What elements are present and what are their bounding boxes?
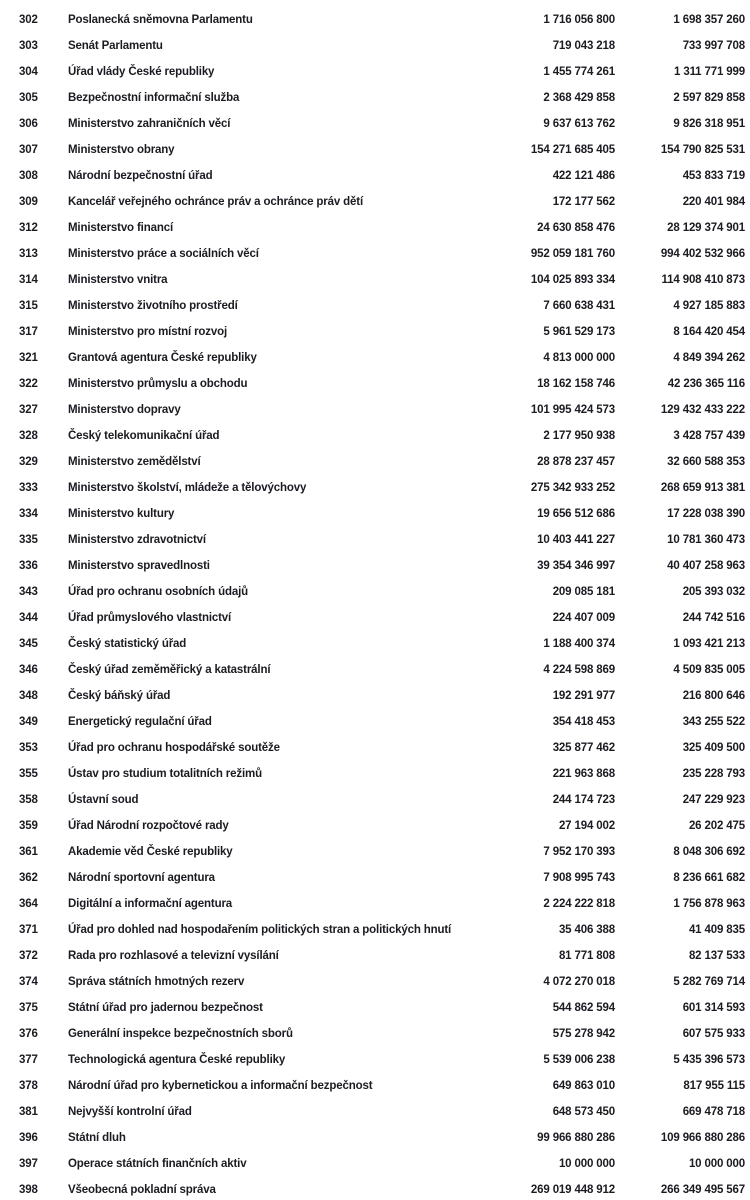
chapter-number: 378 xyxy=(19,1080,38,1092)
chapter-name: Digitální a informační agentura xyxy=(68,898,233,910)
chapter-name: Správa státních hmotných rezerv xyxy=(68,976,245,988)
amount-col1: 81 771 808 xyxy=(558,950,615,962)
amount-col2: 220 401 984 xyxy=(682,196,745,208)
table-row xyxy=(0,1151,750,1177)
table-row xyxy=(0,319,750,345)
chapter-number: 305 xyxy=(19,92,38,104)
chapter-number: 343 xyxy=(19,586,38,598)
amount-col2: 17 228 038 390 xyxy=(667,508,745,520)
chapter-name: Akademie věd České republiky xyxy=(68,846,233,858)
amount-col1: 24 630 858 476 xyxy=(537,222,615,234)
amount-col1: 649 863 010 xyxy=(552,1080,615,1092)
amount-col1: 19 656 512 686 xyxy=(537,508,615,520)
chapter-number: 309 xyxy=(19,196,38,208)
amount-col1: 244 174 723 xyxy=(552,794,615,806)
chapter-number: 359 xyxy=(19,820,38,832)
chapter-number: 336 xyxy=(19,560,38,572)
chapter-name: Ministerstvo financí xyxy=(68,222,173,234)
chapter-number: 398 xyxy=(19,1184,38,1196)
table-row xyxy=(0,449,750,475)
chapter-name: Český báňský úřad xyxy=(68,690,171,702)
chapter-number: 397 xyxy=(19,1158,38,1170)
table-row xyxy=(0,761,750,787)
chapter-number: 321 xyxy=(19,352,38,364)
amount-col1: 1 455 774 261 xyxy=(543,66,615,78)
amount-col2: 3 428 757 439 xyxy=(673,430,745,442)
chapter-name: Nejvyšší kontrolní úřad xyxy=(68,1106,192,1118)
amount-col1: 575 278 942 xyxy=(552,1028,615,1040)
chapter-number: 364 xyxy=(19,898,38,910)
chapter-name: Rada pro rozhlasové a televizní vysílání xyxy=(68,950,279,962)
chapter-number: 376 xyxy=(19,1028,38,1040)
table-row-partial xyxy=(0,0,750,7)
table-row xyxy=(0,85,750,111)
amount-col2: 5 282 769 714 xyxy=(673,976,745,988)
amount-col1: 4 072 270 018 xyxy=(543,976,615,988)
amount-col1: 7 660 638 431 xyxy=(543,300,615,312)
amount-col1: 10 000 000 xyxy=(558,1158,615,1170)
amount-col1: 35 406 388 xyxy=(558,924,615,936)
chapter-name: Ministerstvo obrany xyxy=(68,144,175,156)
amount-col2: 453 833 719 xyxy=(682,170,745,182)
table-row xyxy=(0,189,750,215)
amount-col1: 99 966 880 286 xyxy=(537,1132,615,1144)
chapter-number: 334 xyxy=(19,508,38,520)
table-row xyxy=(0,1099,750,1125)
table-row xyxy=(0,527,750,553)
amount-col2: 42 236 365 116 xyxy=(667,378,745,390)
chapter-number: 333 xyxy=(19,482,38,494)
chapter-number: 313 xyxy=(19,248,38,260)
chapter-number: 348 xyxy=(19,690,38,702)
chapter-name: Ústavní soud xyxy=(68,794,139,806)
table-row xyxy=(0,267,750,293)
chapter-name: Ministerstvo zahraničních věcí xyxy=(68,118,231,130)
chapter-name: Národní sportovní agentura xyxy=(68,872,215,884)
table-row xyxy=(0,969,750,995)
chapter-number: 353 xyxy=(19,742,38,754)
chapter-number: 335 xyxy=(19,534,38,546)
table-row xyxy=(0,839,750,865)
amount-col2: 216 800 646 xyxy=(682,690,745,702)
chapter-name: Úřad pro ochranu hospodářské soutěže xyxy=(68,742,280,754)
table-row xyxy=(0,891,750,917)
chapter-number: 358 xyxy=(19,794,38,806)
table-row xyxy=(0,709,750,735)
chapter-number: 371 xyxy=(19,924,38,936)
amount-col1: 5 961 529 173 xyxy=(543,326,615,338)
chapter-number: 362 xyxy=(19,872,38,884)
table-row xyxy=(0,7,750,33)
table-row xyxy=(0,579,750,605)
amount-col1: 10 403 441 227 xyxy=(537,534,615,546)
table-row xyxy=(0,1125,750,1151)
chapter-name: Ministerstvo dopravy xyxy=(68,404,181,416)
amount-col2: 601 314 593 xyxy=(682,1002,745,1014)
amount-col2: 32 660 588 353 xyxy=(667,456,745,468)
chapter-name: Ministerstvo kultury xyxy=(68,508,175,520)
chapter-number: 304 xyxy=(19,66,38,78)
chapter-name: Český statistický úřad xyxy=(68,638,187,650)
table-row xyxy=(0,423,750,449)
table-row xyxy=(0,241,750,267)
chapter-name: Energetický regulační úřad xyxy=(68,716,212,728)
table-row xyxy=(0,111,750,137)
amount-col1: 172 177 562 xyxy=(552,196,615,208)
chapter-name: Ministerstvo spravedlnosti xyxy=(68,560,210,572)
chapter-name: Poslanecká sněmovna Parlamentu xyxy=(68,14,253,26)
chapter-number: 345 xyxy=(19,638,38,650)
table-row xyxy=(0,1073,750,1099)
chapter-number: 396 xyxy=(19,1132,38,1144)
chapter-name: Český telekomunikační úřad xyxy=(68,430,220,442)
table-row xyxy=(0,787,750,813)
amount-col2: 26 202 475 xyxy=(688,820,745,832)
amount-col1: 2 177 950 938 xyxy=(543,430,615,442)
chapter-number: 372 xyxy=(19,950,38,962)
chapter-number: 361 xyxy=(19,846,38,858)
amount-col1: 2 368 429 858 xyxy=(543,92,615,104)
amount-col1: 7 952 170 393 xyxy=(543,846,615,858)
chapter-number: 355 xyxy=(19,768,38,780)
chapter-name: Národní bezpečnostní úřad xyxy=(68,170,213,182)
amount-col1: 224 407 009 xyxy=(552,612,615,624)
table-row xyxy=(0,865,750,891)
chapter-name: Ministerstvo životního prostředí xyxy=(68,300,238,312)
amount-col2: 4 927 185 883 xyxy=(673,300,745,312)
amount-col2: 154 790 825 531 xyxy=(660,144,745,156)
table-row xyxy=(0,501,750,527)
chapter-number: 349 xyxy=(19,716,38,728)
amount-col2: 5 435 396 573 xyxy=(673,1054,745,1066)
amount-col1: 648 573 450 xyxy=(552,1106,615,1118)
amount-col1: 221 963 868 xyxy=(552,768,615,780)
chapter-name: Grantová agentura České republiky xyxy=(68,352,257,364)
amount-col2: 325 409 500 xyxy=(682,742,745,754)
chapter-number: 315 xyxy=(19,300,38,312)
amount-col2: 8 048 306 692 xyxy=(673,846,745,858)
amount-col1: 275 342 933 252 xyxy=(530,482,615,494)
amount-col1: 2 224 222 818 xyxy=(543,898,615,910)
chapter-number: 381 xyxy=(19,1106,38,1118)
table-row xyxy=(0,293,750,319)
amount-col2: 4 509 835 005 xyxy=(673,664,745,676)
amount-col1: 952 059 181 760 xyxy=(530,248,615,260)
chapter-number: 308 xyxy=(19,170,38,182)
chapter-number: 327 xyxy=(19,404,38,416)
chapter-name: Ústav pro studium totalitních režimů xyxy=(68,768,262,780)
amount-col1: 27 194 002 xyxy=(558,820,615,832)
chapter-number: 375 xyxy=(19,1002,38,1014)
amount-col2: 28 129 374 901 xyxy=(667,222,745,234)
amount-col1: 209 085 181 xyxy=(552,586,615,598)
amount-col1: 544 862 594 xyxy=(552,1002,615,1014)
amount-col2: 4 849 394 262 xyxy=(673,352,745,364)
amount-col2: 8 236 661 682 xyxy=(673,872,745,884)
amount-col1: 1 716 056 800 xyxy=(543,14,615,26)
table-row xyxy=(0,917,750,943)
table-row xyxy=(0,813,750,839)
chapter-name: Národní úřad pro kybernetickou a informační bezpečnost xyxy=(68,1080,373,1092)
amount-col1: 325 877 462 xyxy=(552,742,615,754)
table-row xyxy=(0,1021,750,1047)
table-row xyxy=(0,657,750,683)
amount-col2: 817 955 115 xyxy=(683,1080,745,1092)
amount-col2: 40 407 258 963 xyxy=(667,560,745,572)
amount-col2: 1 756 878 963 xyxy=(673,898,745,910)
chapter-number: 307 xyxy=(19,144,38,156)
chapter-number: 374 xyxy=(19,976,38,988)
amount-col2: 9 826 318 951 xyxy=(673,118,745,130)
amount-col1: 422 121 486 xyxy=(552,170,615,182)
chapter-name: Úřad průmyslového vlastnictví xyxy=(68,612,232,624)
chapter-name: Ministerstvo vnitra xyxy=(68,274,168,286)
chapter-name: Státní dluh xyxy=(68,1132,126,1144)
amount-col2: 205 393 032 xyxy=(682,586,745,598)
chapter-number: 317 xyxy=(19,326,38,338)
table-row xyxy=(0,943,750,969)
amount-col1: 719 043 218 xyxy=(552,40,615,52)
table-row xyxy=(0,735,750,761)
amount-col2: 607 575 933 xyxy=(682,1028,745,1040)
table-row xyxy=(0,397,750,423)
amount-col2: 129 432 433 222 xyxy=(660,404,745,416)
amount-col1: 104 025 893 334 xyxy=(530,274,615,286)
chapter-name: Ministerstvo zdravotnictví xyxy=(68,534,206,546)
table-row xyxy=(0,137,750,163)
table-row xyxy=(0,215,750,241)
chapter-name: Český úřad zeměměřický a katastrální xyxy=(68,664,271,676)
amount-col1: 28 878 237 457 xyxy=(537,456,615,468)
chapter-number: 314 xyxy=(19,274,38,286)
amount-col1: 4 813 000 000 xyxy=(543,352,615,364)
chapter-name: Technologická agentura České republiky xyxy=(68,1054,286,1066)
amount-col2: 10 781 360 473 xyxy=(667,534,745,546)
table-row xyxy=(0,553,750,579)
chapter-name: Kancelář veřejného ochránce práv a ochránce práv dětí xyxy=(68,196,364,208)
chapter-name: Ministerstvo práce a sociálních věcí xyxy=(68,248,259,260)
amount-col2: 268 659 913 381 xyxy=(660,482,745,494)
amount-col1: 154 271 685 405 xyxy=(530,144,615,156)
chapter-number: 302 xyxy=(19,14,38,26)
amount-col2: 244 742 516 xyxy=(682,612,745,624)
table-row xyxy=(0,475,750,501)
table-row xyxy=(0,1047,750,1073)
table-row xyxy=(0,631,750,657)
chapter-number: 306 xyxy=(19,118,38,130)
table-row xyxy=(0,59,750,85)
chapter-name: Státní úřad pro jadernou bezpečnost xyxy=(68,1002,263,1014)
amount-col2: 733 997 708 xyxy=(682,40,745,52)
table-row xyxy=(0,995,750,1021)
chapter-name: Úřad pro ochranu osobních údajů xyxy=(68,586,248,598)
amount-col1: 1 188 400 374 xyxy=(543,638,615,650)
amount-col2: 247 229 923 xyxy=(682,794,745,806)
amount-col2: 114 908 410 873 xyxy=(661,274,745,286)
chapter-name: Všeobecná pokladní správa xyxy=(68,1184,216,1196)
chapter-number: 322 xyxy=(19,378,38,390)
chapter-name: Úřad pro dohled nad hospodařením politických stran a politických hnutí xyxy=(68,924,452,936)
amount-col2: 1 093 421 213 xyxy=(673,638,745,650)
chapter-name: Ministerstvo pro místní rozvoj xyxy=(68,326,228,338)
amount-col2: 235 228 793 xyxy=(682,768,745,780)
amount-col2: 343 255 522 xyxy=(682,716,745,728)
amount-col1: 7 908 995 743 xyxy=(543,872,615,884)
chapter-name: Ministerstvo školství, mládeže a tělovýchovy xyxy=(68,482,307,494)
table-row xyxy=(0,1177,750,1200)
amount-col1: 269 019 448 912 xyxy=(530,1184,615,1196)
chapter-name: Ministerstvo zemědělství xyxy=(68,456,201,468)
chapter-number: 329 xyxy=(19,456,38,468)
amount-col1: 9 637 613 762 xyxy=(543,118,615,130)
chapter-name: Generální inspekce bezpečnostních sborů xyxy=(68,1028,293,1040)
amount-col1: 101 995 424 573 xyxy=(530,404,615,416)
amount-col2: 8 164 420 454 xyxy=(673,326,745,338)
amount-col2: 1 698 357 260 xyxy=(673,14,745,26)
amount-col2: 669 478 718 xyxy=(682,1106,745,1118)
chapter-name: Operace státních finančních aktiv xyxy=(68,1158,247,1170)
chapter-number: 344 xyxy=(19,612,38,624)
table-row xyxy=(0,345,750,371)
amount-col1: 354 418 453 xyxy=(552,716,615,728)
amount-col2: 2 597 829 858 xyxy=(673,92,745,104)
table-row xyxy=(0,33,750,59)
chapter-number: 377 xyxy=(19,1054,38,1066)
table-row xyxy=(0,605,750,631)
amount-col1: 4 224 598 869 xyxy=(543,664,615,676)
table-row xyxy=(0,683,750,709)
amount-col2: 82 137 533 xyxy=(688,950,745,962)
chapter-number: 328 xyxy=(19,430,38,442)
chapter-name: Úřad Národní rozpočtové rady xyxy=(68,820,229,832)
amount-col2: 41 409 835 xyxy=(688,924,745,936)
amount-col1: 192 291 977 xyxy=(552,690,615,702)
chapter-number: 303 xyxy=(19,40,38,52)
amount-col2: 266 349 495 567 xyxy=(660,1184,745,1196)
chapter-number: 312 xyxy=(19,222,38,234)
amount-col2: 994 402 532 966 xyxy=(660,248,745,260)
amount-col1: 18 162 158 746 xyxy=(537,378,615,390)
chapter-name: Senát Parlamentu xyxy=(68,40,163,52)
table-row xyxy=(0,163,750,189)
amount-col2: 1 311 771 999 xyxy=(674,66,745,78)
amount-col1: 39 354 346 997 xyxy=(537,560,615,572)
chapter-name: Ministerstvo průmyslu a obchodu xyxy=(68,378,248,390)
amount-col2: 109 966 880 286 xyxy=(660,1132,745,1144)
chapter-name: Úřad vlády České republiky xyxy=(68,66,215,78)
amount-col1: 5 539 006 238 xyxy=(543,1054,615,1066)
amount-col2: 10 000 000 xyxy=(688,1158,745,1170)
table-row xyxy=(0,371,750,397)
chapter-name: Bezpečnostní informační služba xyxy=(68,92,240,104)
chapter-number: 346 xyxy=(19,664,38,676)
